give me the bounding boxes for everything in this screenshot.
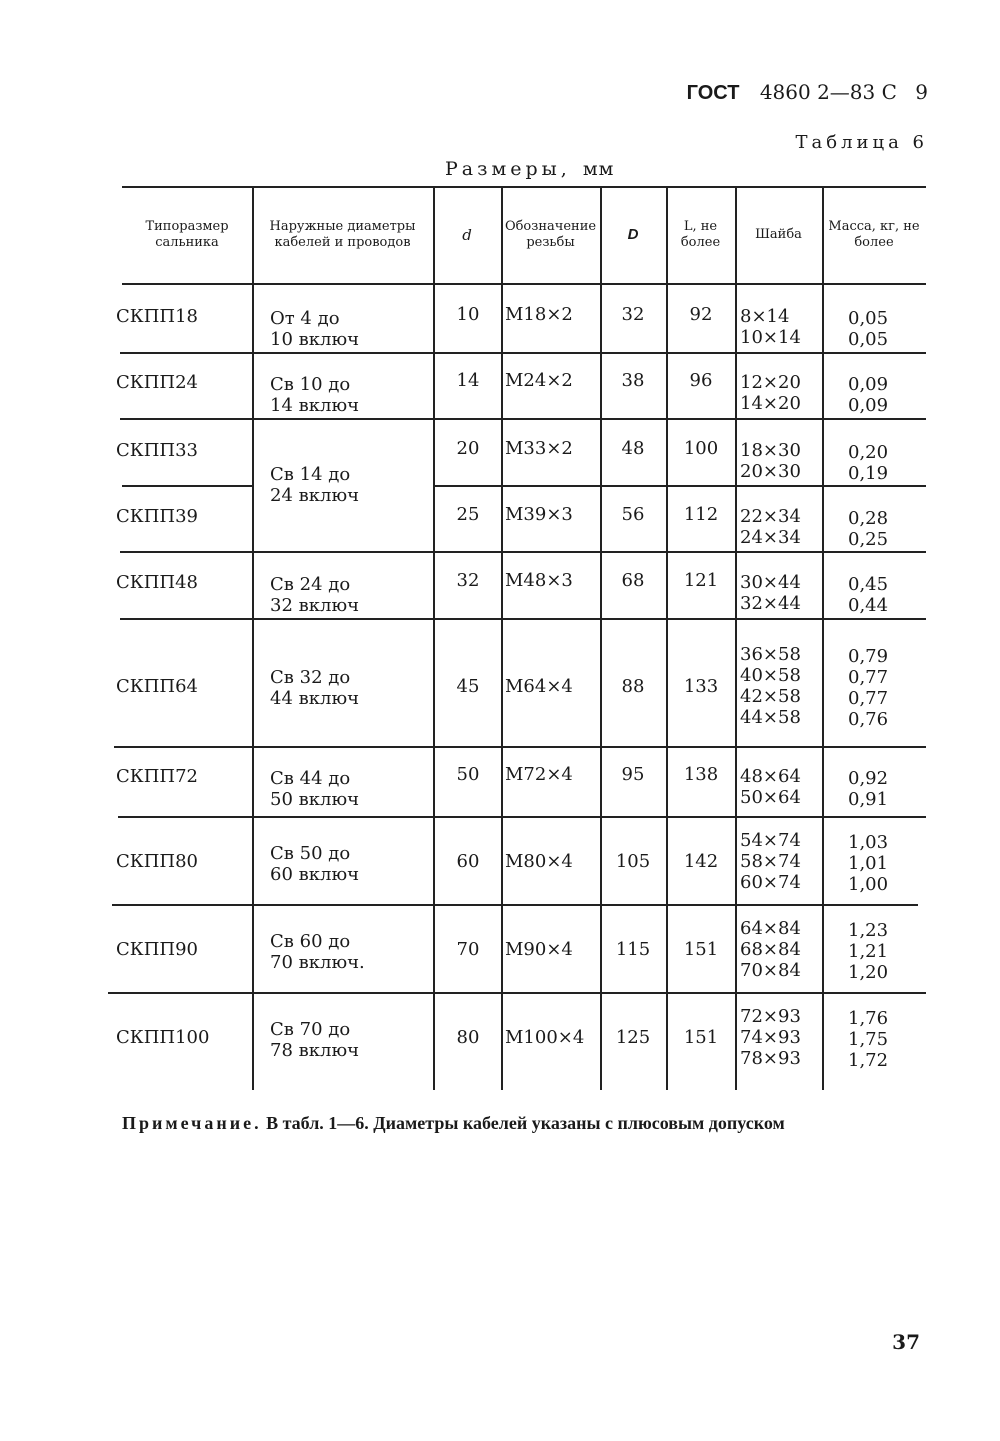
standard-number: 4860 2—83 С [759,80,897,104]
washer-size: 44×58 [740,707,801,728]
thread-designation: M100×4 [505,1027,585,1048]
column-divider-3 [501,186,503,1090]
gland-type: СКПП39 [116,506,199,527]
cable-diameter: 14 включ [270,395,360,416]
row-separator [120,418,926,420]
d-value: 14 [456,370,480,391]
mass-value: 0,77 [848,667,889,688]
thread-designation: M24×2 [505,370,573,391]
cable-diameter: 44 включ [270,688,360,709]
d-value: 32 [456,570,480,591]
cable-diameter: Св 10 до [270,374,351,395]
gland-type: СКПП33 [116,440,199,461]
row-separator [120,551,926,553]
gland-type: СКПП100 [116,1027,210,1048]
thread-designation: M72×4 [505,764,573,785]
mass-value: 0,05 [848,308,889,329]
mass-value: 0,45 [848,574,889,595]
L-value: 121 [683,570,719,591]
mass-value: 1,20 [848,962,889,983]
mass-value: 0,09 [848,395,889,416]
mass-value: 1,01 [848,853,889,874]
washer-size: 50×64 [740,787,801,808]
mass-value: 1,75 [848,1029,889,1050]
L-value: 133 [683,675,719,697]
mass-value: 0,76 [848,709,889,730]
cable-diameter: 60 включ [270,863,360,885]
thread-designation: M48×3 [505,570,573,591]
mass-value: 1,72 [848,1050,889,1071]
washer-size: 20×30 [740,461,801,482]
L-value: 138 [683,764,719,785]
cable-diameter-merged: 24 включ [270,485,360,506]
thread-designation: M39×3 [505,504,573,525]
mass-value: 1,00 [848,874,889,895]
washer-size: 40×58 [740,665,801,686]
mass-value: 0,44 [848,595,889,616]
D-value: 88 [621,675,645,697]
thread-designation: M90×4 [505,939,573,960]
cable-diameter: Св 60 до [270,930,351,952]
washer-size: 36×58 [740,644,801,665]
d-value: 25 [456,504,480,525]
row-separator [120,352,926,354]
mass-value: 0,25 [848,529,889,550]
washer-size: 12×20 [740,372,801,393]
mass-value: 0,20 [848,442,889,463]
column-header-type: Типоразмер сальника [145,219,229,250]
washer-size: 72×93 [740,1006,801,1027]
row-separator [112,904,918,906]
sizes-caption-text: Размеры, [445,158,571,180]
D-value: 95 [621,764,645,785]
sizes-unit: мм [582,158,615,180]
mass-value: 0,91 [848,789,889,810]
row-separator [120,618,926,620]
washer-size: 70×84 [740,960,801,981]
cable-diameter-merged: Св 14 до [270,464,351,485]
cable-diameter: Св 44 до [270,768,351,789]
d-value: 80 [456,1027,480,1048]
washer-size: 32×44 [740,593,801,614]
d-value: 50 [456,764,480,785]
mass-value: 1,76 [848,1008,889,1029]
washer-size: 54×74 [740,830,801,851]
gland-type: СКПП90 [116,939,199,960]
d-value: 45 [456,675,480,697]
D-value: 32 [621,304,645,325]
cable-diameter: От 4 до [270,308,340,329]
washer-size: 42×58 [740,686,801,707]
cable-diameter: 70 включ. [270,951,365,973]
gost-label: ГОСТ [686,82,740,104]
cable-diameter: 10 включ [270,329,360,350]
mass-value: 0,19 [848,463,889,484]
header-page-number: 9 [915,80,928,104]
washer-size: 22×34 [740,506,801,527]
gland-type: СКПП72 [116,766,199,787]
L-value: 142 [683,851,719,872]
D-value: 48 [621,438,645,459]
d-value: 10 [456,304,480,325]
row-separator [122,485,252,487]
washer-size: 58×74 [740,851,801,872]
row-separator [108,992,926,994]
washer-size: 78×93 [740,1048,801,1069]
cable-diameter: 50 включ [270,789,360,810]
cable-diameter: Св 50 до [270,842,351,864]
washer-size: 8×14 [740,306,790,327]
row-separator [118,816,926,818]
washer-size: 48×64 [740,766,801,787]
thread-designation: M33×2 [505,438,573,459]
gland-type: СКПП48 [116,572,199,593]
D-value: 115 [615,939,651,960]
L-value: 100 [683,438,719,459]
column-header-thread: Обозначение резьбы [504,219,597,250]
cable-diameter: Св 32 до [270,667,351,688]
note-text: В табл. 1—6. Диаметры кабелей указаны с плюсовым допуском [266,1113,785,1133]
mass-value: 0,79 [848,646,889,667]
washer-size: 24×34 [740,527,801,548]
mass-value: 0,77 [848,688,889,709]
washer-size: 68×84 [740,939,801,960]
D-value: 56 [621,504,645,525]
washer-size: 60×74 [740,872,801,893]
D-value: 125 [615,1027,651,1048]
table-top-rule [122,186,926,188]
cable-diameter: Св 24 до [270,574,351,595]
L-value: 151 [683,939,719,960]
washer-size: 18×30 [740,440,801,461]
column-header-mass: Масса, кг, не более [828,219,920,250]
L-value: 96 [689,370,713,391]
L-value: 112 [683,504,719,525]
row-separator [433,485,926,487]
column-divider-2 [433,186,435,1090]
d-value: 70 [456,939,480,960]
column-divider-1 [252,186,254,1090]
note-label: Примечание. [122,1113,262,1133]
thread-designation: M64×4 [505,675,573,697]
cable-diameter: 32 включ [270,595,360,616]
mass-value: 1,23 [848,920,889,941]
washer-size: 30×44 [740,572,801,593]
washer-size: 74×93 [740,1027,801,1048]
washer-size: 10×14 [740,327,801,348]
D-value: 105 [615,851,651,872]
thread-designation: M80×4 [505,851,573,872]
cable-diameter: Св 70 до [270,1018,351,1040]
washer-size: 14×20 [740,393,801,414]
thread-designation: M18×2 [505,304,573,325]
mass-value: 1,21 [848,941,889,962]
L-value: 92 [689,304,713,325]
mass-value: 1,03 [848,832,889,853]
column-divider-6 [735,186,737,1090]
mass-value: 0,92 [848,768,889,789]
table-label: Таблица 6 [795,132,928,153]
d-value: 60 [456,851,480,872]
mass-value: 0,28 [848,508,889,529]
gland-type: СКПП80 [116,851,199,872]
column-header-L: L, не более [680,219,721,250]
header-bottom-rule [122,283,926,285]
gland-type: СКПП24 [116,372,199,393]
column-header-d: d [462,226,472,244]
gland-type: СКПП64 [116,675,199,697]
D-value: 68 [621,570,645,591]
row-separator [114,746,926,748]
washer-size: 64×84 [740,918,801,939]
column-header-D: D [627,226,639,243]
column-header-diam: Наружные диаметры кабелей и проводов [269,219,416,250]
column-divider-7 [822,186,824,1090]
table-note [122,1112,922,1134]
page-number: 37 [892,1330,920,1354]
D-value: 38 [621,370,645,391]
L-value: 151 [683,1027,719,1048]
d-value: 20 [456,438,480,459]
mass-value: 0,09 [848,374,889,395]
cable-diameter: 78 включ [270,1039,360,1061]
mass-value: 0,05 [848,329,889,350]
gland-type: СКПП18 [116,306,199,327]
column-header-washer: Шайба [755,227,802,242]
